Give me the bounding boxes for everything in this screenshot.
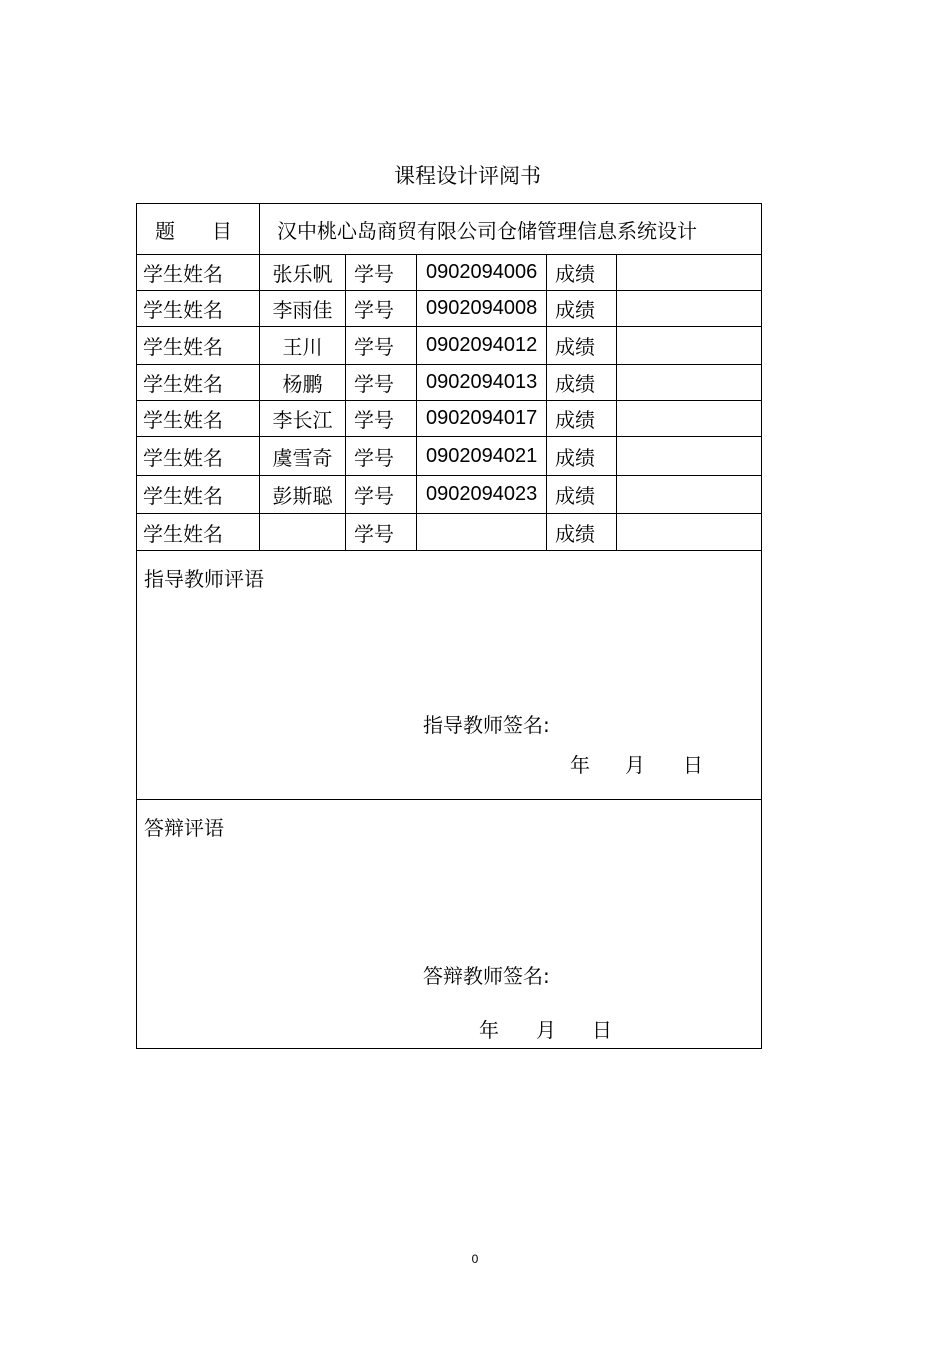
student-name-label: 学生姓名	[137, 476, 260, 513]
student-score-label: 成绩	[547, 437, 617, 475]
student-row	[137, 476, 761, 514]
student-id: 0902094021	[417, 437, 547, 475]
student-name-label: 学生姓名	[137, 514, 260, 550]
student-name	[260, 514, 346, 550]
document-title: 课程设计评阅书	[394, 164, 541, 188]
student-name-label: 学生姓名	[137, 291, 260, 326]
advisor-date-day: 日	[683, 753, 703, 777]
student-score-label: 成绩	[547, 291, 617, 326]
student-score-label: 成绩	[547, 476, 617, 513]
student-row	[137, 514, 761, 551]
student-score-label: 成绩	[547, 514, 617, 550]
defense-date	[479, 1014, 612, 1043]
student-id-label: 学号	[346, 437, 417, 475]
student-id	[417, 514, 547, 550]
review-form	[136, 203, 762, 1049]
defense-date-year: 年	[479, 1018, 499, 1042]
student-score	[617, 401, 761, 436]
student-name: 彭斯聪	[260, 476, 346, 513]
advisor-signature-label: 指导教师签名:	[423, 713, 550, 737]
student-score-label: 成绩	[547, 365, 617, 400]
student-id-label: 学号	[346, 476, 417, 513]
student-score-label: 成绩	[547, 327, 617, 364]
topic-label-1: 题	[155, 218, 175, 243]
student-id: 0902094008	[417, 291, 547, 326]
student-score	[617, 437, 761, 475]
advisor-date	[570, 749, 703, 778]
page-number: 0	[471, 1252, 479, 1266]
student-row	[137, 291, 761, 327]
student-name: 李长江	[260, 401, 346, 436]
student-name-label: 学生姓名	[137, 365, 260, 400]
topic-label-2: 目	[212, 218, 232, 243]
advisor-comment-section	[137, 551, 761, 800]
advisor-comment-label: 指导教师评语	[144, 567, 264, 591]
defense-signature-label: 答辩教师签名:	[423, 964, 550, 988]
student-row	[137, 365, 761, 401]
student-row	[137, 437, 761, 476]
student-row	[137, 255, 761, 291]
student-name-label: 学生姓名	[137, 255, 260, 290]
student-score	[617, 255, 761, 290]
student-id-label: 学号	[346, 514, 417, 550]
defense-date-month: 月	[536, 1018, 556, 1042]
student-id: 0902094013	[417, 365, 547, 400]
student-id: 0902094012	[417, 327, 547, 364]
student-id-label: 学号	[346, 255, 417, 290]
advisor-date-year: 年	[570, 753, 590, 777]
student-id: 0902094023	[417, 476, 547, 513]
topic-row	[137, 204, 761, 255]
defense-comment-label: 答辩评语	[144, 816, 224, 840]
student-name: 虞雪奇	[260, 437, 346, 475]
defense-date-day: 日	[592, 1018, 612, 1042]
student-score-label: 成绩	[547, 401, 617, 436]
student-id-label: 学号	[346, 401, 417, 436]
advisor-date-month: 月	[625, 753, 645, 777]
student-name: 李雨佳	[260, 291, 346, 326]
student-score	[617, 327, 761, 364]
student-score	[617, 365, 761, 400]
student-id-label: 学号	[346, 291, 417, 326]
topic-value: 汉中桃心岛商贸有限公司仓储管理信息系统设计	[277, 218, 697, 243]
student-id-label: 学号	[346, 327, 417, 364]
defense-comment-section	[137, 800, 761, 1048]
student-name-label: 学生姓名	[137, 437, 260, 475]
student-id-label: 学号	[346, 365, 417, 400]
student-id: 0902094017	[417, 401, 547, 436]
student-id: 0902094006	[417, 255, 547, 290]
student-row	[137, 327, 761, 365]
topic-label-cell	[137, 204, 260, 254]
student-score	[617, 291, 761, 326]
student-row	[137, 401, 761, 437]
student-name-label: 学生姓名	[137, 327, 260, 364]
student-score	[617, 476, 761, 513]
student-score-label: 成绩	[547, 255, 617, 290]
student-name: 杨鹏	[260, 365, 346, 400]
student-name: 张乐帆	[260, 255, 346, 290]
student-name-label: 学生姓名	[137, 401, 260, 436]
student-name: 王川	[260, 327, 346, 364]
student-score	[617, 514, 761, 550]
